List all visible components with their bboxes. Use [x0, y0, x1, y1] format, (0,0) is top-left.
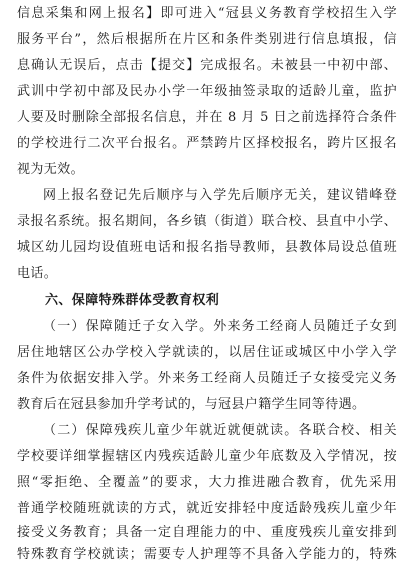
paragraph-line-6: 的学校进行二次平台报名。严禁跨片区择校报名，跨片区报名 [17, 136, 397, 151]
paragraph-line-19: 照“零拒绝、全覆盖”的要求，大力推进融合教育，优先采用 [17, 475, 397, 490]
paragraph-line-2: 服务平台”，然后根据所在片区和条件类别进行信息填报，信 [17, 32, 397, 47]
paragraph-line-14: 居住地辖区公办学校入学就读的，以居住证或城区中小学入学 [17, 345, 397, 360]
paragraph-line-7: 视为无效。 [17, 162, 85, 177]
paragraph-line-1: 信息采集和网上报名】即可进入“冠县义务教育学校招生入学 [17, 6, 397, 21]
paragraph-line-21: 接受义务教育；具备一定自理能力的中、重度残疾儿童安排到 [17, 525, 397, 540]
paragraph-line-22: 特殊教育学校就读；需要专人护理等不具备入学能力的，特殊 [17, 547, 397, 562]
paragraph-line-16: 教育后在冠县参加升学考试的，与冠县户籍学生同等待遇。 [17, 397, 366, 412]
paragraph-line-4: 武训中学初中部及民办小学一年级抽签录取的适龄儿童，监护 [17, 84, 397, 99]
paragraph-line-10: 城区幼儿园均设值班电话和报名指导教师，县教体局设总值班 [17, 240, 397, 255]
paragraph-line-8: 网上报名登记先后顺序与入学先后顺序无关，建议错峰登 [43, 188, 397, 203]
paragraph-line-11: 电话。 [17, 266, 58, 281]
paragraph-line-15: 条件为依据安排入学。外来务工经商人员随迁子女接受完义务 [17, 371, 397, 386]
paragraph-line-5: 人要及时删除全部报名信息，并在 8 月 5 日之前选择符合条件 [17, 110, 397, 125]
paragraph-line-17: （二）保障残疾儿童少年就近就便就读。各联合校、相关 [43, 423, 397, 438]
paragraph-line-18: 学校要详细掌握辖区内残疾适龄儿童少年底数及入学情况，按 [17, 449, 397, 464]
paragraph-line-20: 普通学校随班就读的方式，就近安排轻中度适龄残疾儿童少年 [17, 501, 397, 516]
paragraph-line-9: 录报名系统。报名期间，各乡镇（街道）联合校、县直中小学、 [17, 214, 397, 229]
paragraph-line-13: （一）保障随迁子女入学。外来务工经商人员随迁子女到 [43, 319, 397, 334]
paragraph-line-3: 息确认无误后，点击【提交】完成报名。未被县一中初中部、 [17, 58, 397, 73]
section-heading: 六、保障特殊群体受教育权利 [45, 293, 220, 308]
